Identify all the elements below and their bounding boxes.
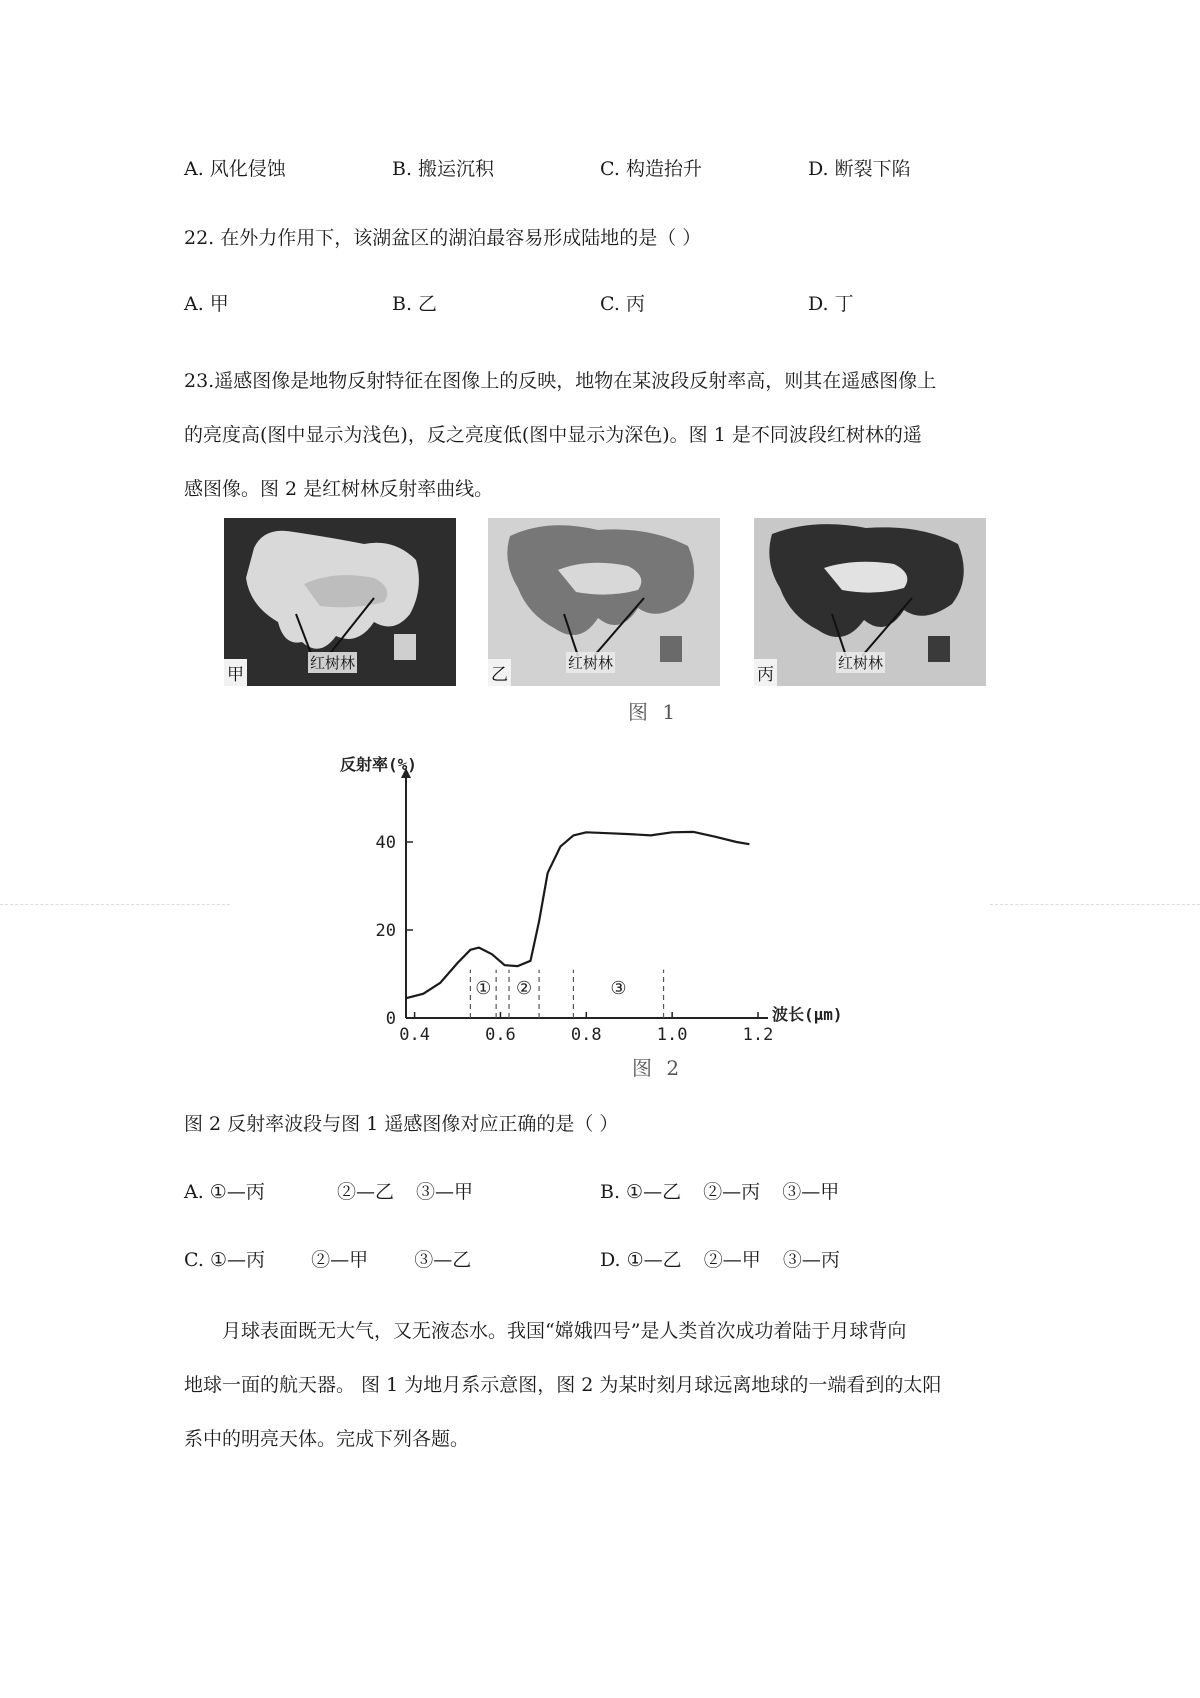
q21-option-c: C. 构造抬升	[600, 158, 702, 180]
q23-intro	[184, 354, 1034, 516]
panel-label-bing: 丙	[754, 659, 777, 686]
q21-option-a: A. 风化侵蚀	[184, 158, 286, 180]
x-tick-label: 0.4	[399, 1025, 430, 1045]
page-divider-right	[990, 904, 1200, 905]
option-part: ③—甲	[416, 1181, 474, 1203]
y-tick-label: 20	[375, 921, 396, 941]
remote-sensing-image-bing	[754, 518, 986, 686]
q22-option-d: D. 丁	[808, 293, 854, 315]
q23-intro-line: 的亮度高(图中显示为浅色)，反之亮度低(图中显示为深色)。图 1 是不同波段红树林的遥	[184, 424, 922, 446]
band-label-1: ①	[475, 977, 492, 999]
q22-option-a: A. 甲	[184, 293, 229, 315]
q21-option-b: B. 搬运沉积	[392, 158, 495, 180]
option-part: ③—甲	[782, 1181, 840, 1203]
passage	[184, 1304, 1034, 1466]
remote-sensing-image-jia	[224, 518, 456, 686]
q21-option-d: D. 断裂下陷	[808, 158, 911, 180]
mangrove-tag: 红树林	[568, 654, 614, 672]
figure-1-caption: 图 1	[628, 700, 680, 724]
option-part: ②—甲	[703, 1249, 761, 1271]
band-label-3: ③	[610, 977, 627, 999]
option-part: ③—乙	[414, 1249, 472, 1271]
q22-option-c: C. 丙	[600, 293, 645, 315]
q22-stem: 22. 在外力作用下，该湖盆区的湖泊最容易形成陆地的是（ ）	[184, 227, 702, 249]
option-part: B. ①—乙	[600, 1181, 682, 1203]
option-part: ②—乙	[336, 1181, 394, 1203]
q23-option-a	[184, 1180, 473, 1204]
option-part: C. ①—丙	[184, 1249, 265, 1271]
option-part: ③—丙	[782, 1249, 840, 1271]
remote-sensing-image-yi	[488, 518, 720, 686]
q23-option-c	[184, 1248, 471, 1272]
q23-question: 图 2 反射率波段与图 1 遥感图像对应正确的是（ ）	[184, 1113, 619, 1135]
panel-label-yi: 乙	[488, 659, 511, 686]
passage-line: 系中的明亮天体。完成下列各题。	[184, 1428, 470, 1450]
option-part: A. ①—丙	[184, 1181, 265, 1203]
option-part: ②—甲	[311, 1249, 369, 1271]
reflectance-chart	[340, 755, 843, 1078]
q23-option-d	[600, 1248, 840, 1272]
x-tick-label: 0.6	[485, 1025, 516, 1045]
band-label-2: ②	[515, 977, 533, 999]
x-tick-label: 0.8	[570, 1025, 602, 1045]
x-tick-label: 1.0	[656, 1025, 688, 1045]
panel-label-jia: 甲	[224, 659, 247, 686]
passage-line: 月球表面既无大气，又无液态水。我国“嫦娥四号”是人类首次成功着陆于月球背向	[222, 1320, 907, 1342]
q23-option-b	[600, 1180, 839, 1204]
passage-line: 地球一面的航天器。 图 1 为地月系示意图，图 2 为某时刻月球远离地球的一端看到的太阳	[184, 1374, 942, 1396]
reflectance-curve	[406, 832, 749, 998]
option-part: ②—丙	[703, 1181, 761, 1203]
y-tick-label: 0	[385, 1009, 396, 1029]
y-tick-label: 40	[375, 833, 396, 853]
x-axis-label: 波长(μm)	[772, 1005, 843, 1024]
option-part: D. ①—乙	[600, 1249, 682, 1271]
y-axis-label: 反射率(%)	[340, 755, 417, 774]
mangrove-tag: 红树林	[310, 654, 356, 672]
q23-intro-line: 感图像。图 2 是红树林反射率曲线。	[184, 478, 494, 500]
figure-2-caption: 图 2	[632, 1056, 684, 1080]
q23-intro-line: 23.遥感图像是地物反射特征在图像上的反映，地物在某波段反射率高，则其在遥感图像上	[184, 370, 937, 392]
mangrove-tag: 红树林	[838, 654, 884, 672]
page-divider-left	[0, 904, 230, 905]
q22-option-b: B. 乙	[392, 293, 438, 315]
x-tick-label: 1.2	[742, 1025, 774, 1045]
